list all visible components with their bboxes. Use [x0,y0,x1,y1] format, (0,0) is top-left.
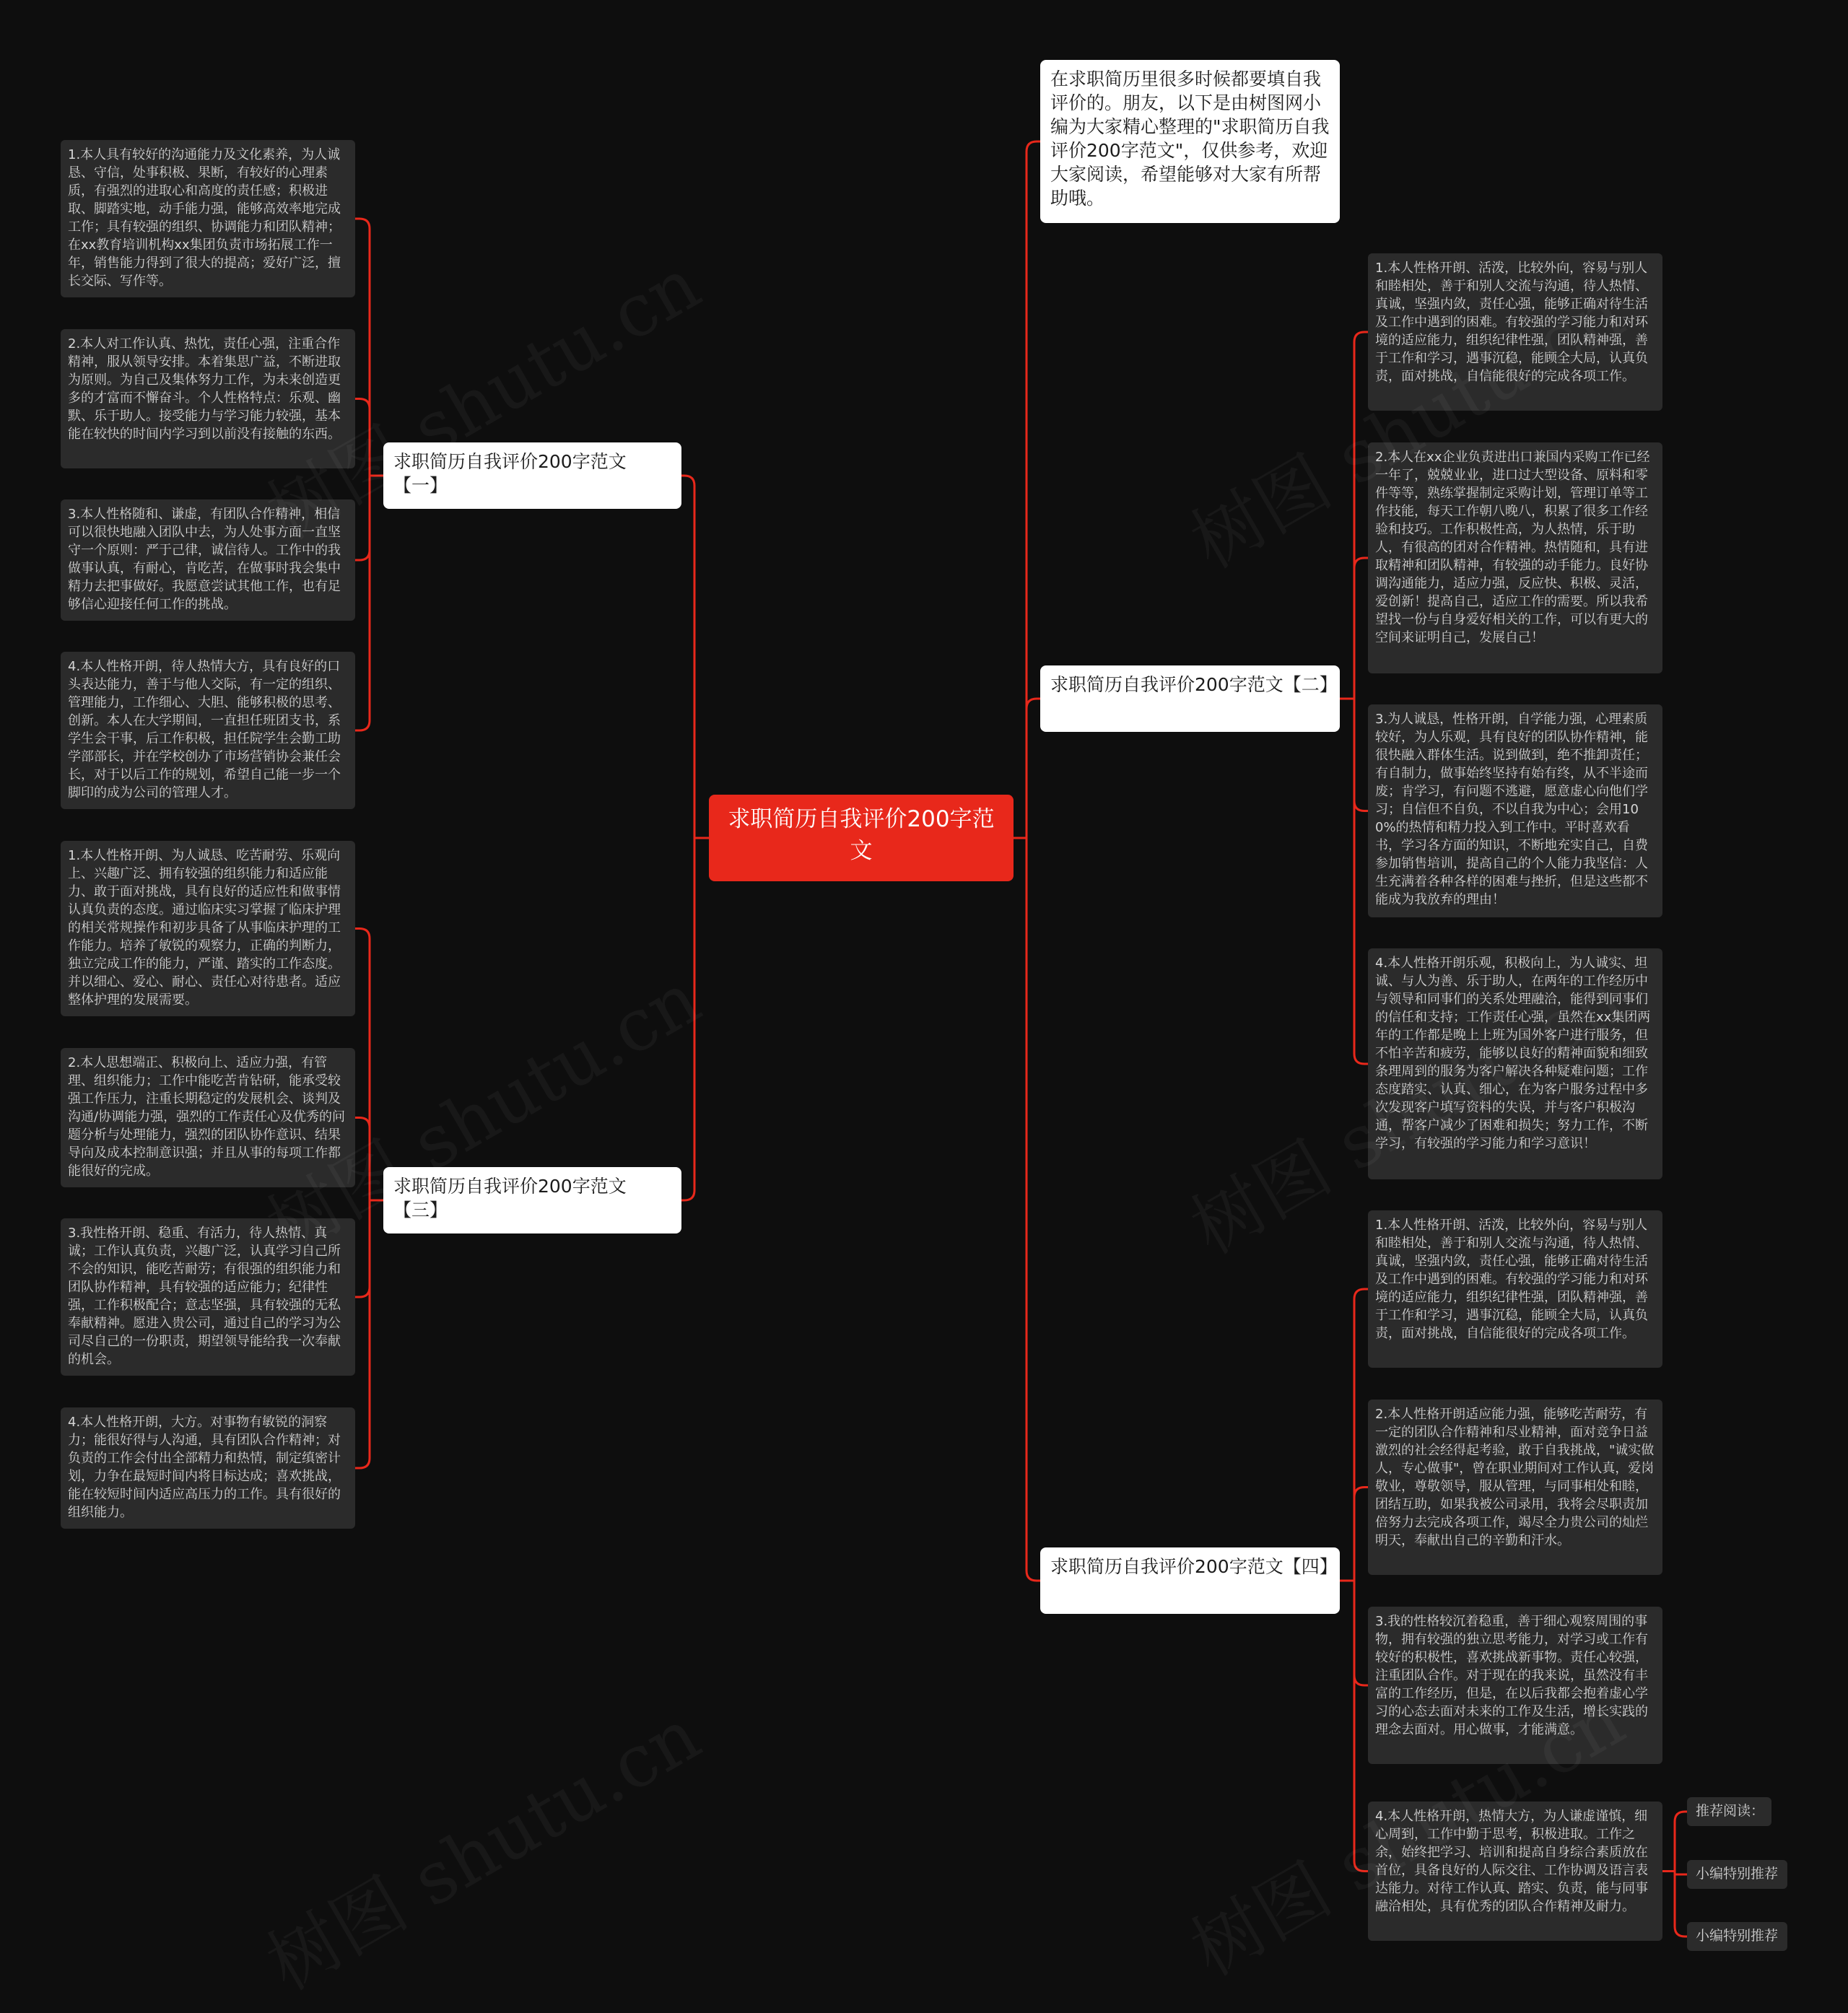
leaf-1-2[interactable]: 2.本人对工作认真、热忱，责任心强，注重合作精神，服从领导安排。本着集思广益，不断进取为原则。为自己及集体努力工作，为未来创造更多的才富而不懈奋斗。个人性格特点：乐观、幽默、乐于助人。接受能力与学习能力较强，基本能在较快的时间内学习到以前没有接触的东西。 [61,329,355,468]
editor-recommend-tag-2[interactable]: 小编特别推荐 [1687,1922,1787,1951]
leaf-3-2[interactable]: 2.本人思想端正、积极向上、适应力强，有管理、组织能力；工作中能吃苦肯钻研，能承受较强工作压力，注重长期稳定的发展机会、谈判及沟通/协调能力强，强烈的工作责任心及优秀的问题分析与处理能力，强烈的团队协作意识、结果导向及成本控制意识强；并且从事的每项工作都能很好的完成。 [61,1048,355,1187]
leaf-1-4[interactable]: 4.本人性格开朗，待人热情大方，具有良好的口头表达能力，善于与他人交际，有一定的组织、管理能力，工作细心、大胆、能够积极的思考、创新。本人在大学期间，一直担任班团支书，系学生会干事，后工作积极，担任院学生会勤工助学部部长，并在学校创办了市场营销协会兼任会长，对于以后工作的规划，希望自己能一步一个脚印的成为公司的管理人才。 [61,652,355,809]
link-leaf-1-4 [355,476,383,730]
link-recommend-reading-tag [1662,1812,1687,1872]
link-leaf-1-2 [355,399,383,476]
link-leaf-2-2 [1340,558,1368,699]
leaf-2-4[interactable]: 4.本人性格开朗乐观，积极向上，为人诚实、坦诚、与人为善、乐于助人，在两年的工作经历中与领导和同事们的关系处理融洽，能得到同事们的信任和支持；工作责任心强，虽然在xx集团两年的工作都是晚上上班为国外客户进行服务，但不怕辛苦和疲劳，能够以良好的精神面貌和细致条理周到的服务为客户解决各种疑难问题；工作态度踏实、认真、细心，在为客户服务过程中多次发现客户填写资料的失误，并与客户积极沟通，帮客户减少了困难和损失；努力工作，不断学习，有较强的学习能力和学习意识！ [1368,948,1662,1179]
leaf-3-4[interactable]: 4.本人性格开朗，大方。对事物有敏锐的洞察力；能很好得与人沟通，具有团队合作精神；对负责的工作会付出全部精力和热情，制定缜密计划，力争在最短时间内将目标达成；喜欢挑战，能在较短时间内适应高压力的工作。具有很好的组织能力。 [61,1407,355,1529]
leaf-3-3[interactable]: 3.我性格开朗、稳重、有活力，待人热情、真诚；工作认真负责，兴趣广泛，认真学习自己所不会的知识，能吃苦耐劳；有很强的组织能力和团队协作精神，具有较强的适应能力；纪律性强，工作积极配合；意志坚强，具有较强的无私奉献精神。愿进入贵公司，通过自己的学习为公司尽自己的一份职责，期望领导能给我一次奉献的机会。 [61,1218,355,1376]
leaf-2-3[interactable]: 3.为人诚恳，性格开朗，自学能力强，心理素质较好，为人乐观，具有良好的团队协作精神，能很快融入群体生活。说到做到，绝不推卸责任；有自制力，做事始终坚持有始有终，从不半途而废；肯学习，有问题不逃避，愿意虚心向他们学习；自信但不自负，不以自我为中心；会用100%的热情和精力投入到工作中。平时喜欢看书，学习各方面的知识，不断地充实自己，自费参加销售培训，提高自己的个人能力我坚信：人生充满着各种各样的困难与挫折，但是这些都不能成为我放弃的理由！ [1368,704,1662,917]
leaf-1-3[interactable]: 3.本人性格随和、谦虚，有团队合作精神，相信可以很快地融入团队中去，为人处事方面一直坚守一个原则：严于己律，诚信待人。工作中的我做事认真，有耐心，肯吃苦，在做事时我会集中精力去把事做好。我愿意尝试其他工作，也有足够信心迎接任何工作的挑战。 [61,499,355,621]
branch-node-4[interactable]: 求职简历自我评价200字范文【四】 [1040,1547,1340,1614]
branch-node-1[interactable]: 求职简历自我评价200字范文【一】 [383,442,681,509]
link-branch-node-2 [1014,699,1040,838]
link-leaf-3-2 [355,1118,383,1201]
leaf-4-1[interactable]: 1.本人性格开朗、活泼，比较外向，容易与别人和睦相处，善于和别人交流与沟通，待人热情、真诚，坚强内敛，责任心强，能够正确对待生活及工作中遇到的困难。有较强的学习能力和对环境的适应能力，组织纪律性强，团队精神强，善于工作和学习，遇事沉稳，能顾全大局，认真负责，面对挑战，自信能很好的完成各项工作。 [1368,1210,1662,1368]
leaf-4-2[interactable]: 2.本人性格开朗适应能力强，能够吃苦耐劳，有一定的团队合作精神和尽业精神，面对竞争日益激烈的社会经得起考验，敢于自我挑战，"诚实做人，专心做事"，曾在职业期间对工作认真，爱岗敬业，尊敬领导，服从管理，与同事相处和睦，团结互助，如果我被公司录用，我将会尽职责加倍努力去完成各项工作，竭尽全力贵公司的灿烂明天，奉献出自己的辛勤和汗水。 [1368,1400,1662,1575]
branch-node-2[interactable]: 求职简历自我评价200字范文【二】 [1040,665,1340,732]
root-node[interactable]: 求职简历自我评价200字范文 [709,795,1014,881]
link-branch-node-4 [1014,838,1040,1581]
link-leaf-2-4 [1340,699,1368,1064]
leaf-4-3[interactable]: 3.我的性格较沉着稳重，善于细心观察周围的事物，拥有较强的独立思考能力，对学习或工作有较好的积极性，喜欢挑战新事物。责任心较强，注重团队合作。对于现在的我来说，虽然没有丰富的工作经历，但是，在以后我都会抱着虚心学习的心态去面对未来的工作及生活，增长实践的理念去面对。用心做事，才能满意。 [1368,1607,1662,1764]
link-leaf-3-4 [355,1200,383,1468]
link-leaf-4-2 [1340,1488,1368,1581]
branch-node-3[interactable]: 求职简历自我评价200字范文【三】 [383,1167,681,1233]
editor-recommend-tag-1[interactable]: 小编特别推荐 [1687,1860,1787,1889]
link-branch-node-3 [681,838,709,1200]
leaf-2-2[interactable]: 2.本人在xx企业负责进出口兼国内采购工作已经一年了，兢兢业业，进口过大型设备、原料和零件等等，熟练掌握制定采购计划，管理订单等工作技能，每天工作朝八晚八，积累了很多工作经验和技巧。工作积极性高，为人热情，乐于助人，有很高的团对合作精神。热情随和，具有进取精神和团队精神，有较强的动手能力。良好协调沟通能力，适应力强，反应快、积极、灵活，爱创新！提高自己，适应工作的需要。所以我希望找一份与自身爱好相关的工作，可以有更大的空间来证明自己，发展自己！ [1368,442,1662,673]
leaf-4-4[interactable]: 4.本人性格开朗，热情大方，为人谦虚谨慎，细心周到，工作中勤于思考，积极进取。工作之余，始终把学习、培训和提高自身综合素质放在首位，具备良好的人际交往、工作协调及语言表达能力。对待工作认真、踏实、负责，能与同事融洽相处，具有优秀的团队合作精神及耐力。 [1368,1802,1662,1941]
recommend-reading-tag[interactable]: 推荐阅读： [1687,1797,1771,1826]
leaf-2-1[interactable]: 1.本人性格开朗、活泼，比较外向，容易与别人和睦相处，善于和别人交流与沟通，待人热情、真诚，坚强内敛，责任心强，能够正确对待生活及工作中遇到的困难。有较强的学习能力和对环境的适应能力，组织纪律性强，团队精神强，善于工作和学习，遇事沉稳，能顾全大局，认真负责，面对挑战，自信能很好的完成各项工作。 [1368,253,1662,411]
leaf-1-1[interactable]: 1.本人具有较好的沟通能力及文化素养，为人诚恳、守信，处事积极、果断，有较好的心理素质，有强烈的进取心和高度的责任感；积极进取、脚踏实地，动手能力强，能够高效率地完成工作；具有较强的组织、协调能力和团队精神；在xx教育培训机构xx集团负责市场拓展工作一年，销售能力得到了很大的提高；爱好广泛，擅长交际、写作等。 [61,140,355,297]
leaf-3-1[interactable]: 1.本人性格开朗、为人诚恳、吃苦耐劳、乐观向上、兴趣广泛、拥有较强的组织能力和适应能力、敢于面对挑战，具有良好的适应性和做事情认真负责的态度。通过临床实习掌握了临床护理的相关常规操作和初步具备了从事临床护理的工作能力。培养了敏锐的观察力，正确的判断力，独立完成工作的能力，严谨、踏实的工作态度。并以细心、爱心、耐心、责任心对待患者。适应整体护理的发展需要。 [61,841,355,1016]
link-branch-node-1 [681,476,709,838]
link-editor-recommend-tag-2 [1662,1872,1687,1937]
link-leaf-4-4 [1340,1581,1368,1872]
intro-node[interactable]: 在求职简历里很多时候都要填自我评价的。朋友，以下是由树图网小编为大家精心整理的"求职简历自我评价200字范文"，仅供参考，欢迎大家阅读，希望能够对大家有所帮助哦。 [1040,60,1340,223]
